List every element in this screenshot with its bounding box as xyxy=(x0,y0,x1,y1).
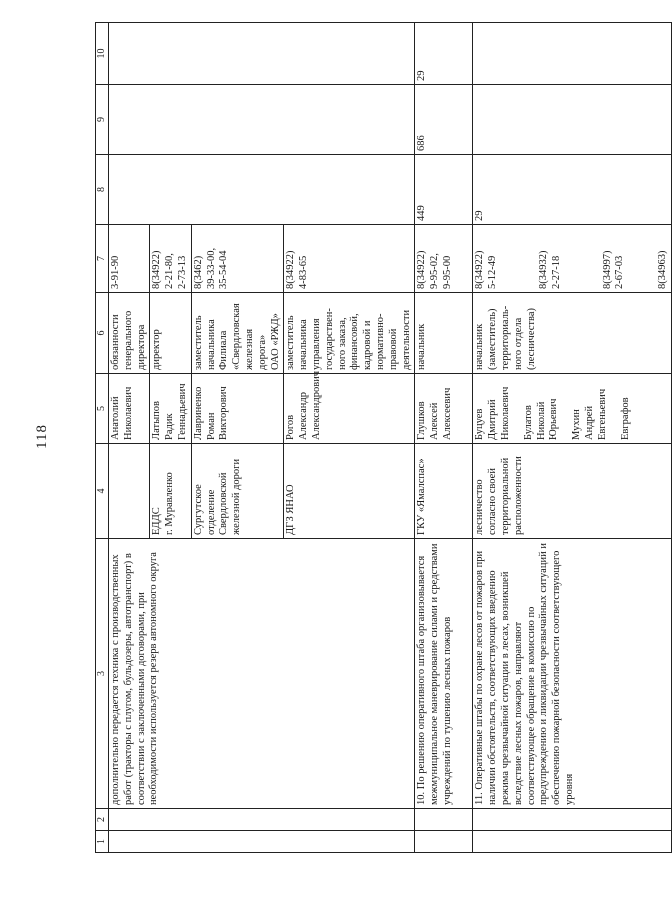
resource-table xyxy=(95,22,672,853)
cell-c2 xyxy=(109,809,415,831)
cell-c10 xyxy=(473,23,672,85)
col-number-1: 1 xyxy=(96,831,109,853)
cell-c8 xyxy=(109,155,415,225)
cell-c1 xyxy=(109,831,415,853)
person-name: Евграфов xyxy=(619,397,631,440)
col-number-8: 8 xyxy=(96,155,109,225)
cell-c2 xyxy=(415,809,473,831)
person-position: заместитель начальника управления государствен- ного заказа, финансовой, кадровой и нормативно- правовой деятельности xyxy=(284,293,415,374)
column-number-row xyxy=(96,23,109,853)
page-number: 118 xyxy=(34,424,50,449)
col-number-6: 6 xyxy=(96,293,109,374)
person-position: директор xyxy=(150,293,191,374)
person-position: заместитель начальника Филиала «Свердловская железная дорога» ОАО «РЖД» xyxy=(191,293,284,374)
person-name: Мухин Андрей Евгеньевич xyxy=(571,388,608,440)
measure-text: 11. Оперативные штабы по охране лесов от пожаров при наличии обстоятельств, соответствующих введению режима чрезвычайной ситуации в лесах, возникшей вследствие лесных пожаров, направляют соответствующее обращение в комиссию по предупреждению и ликвидации чрезвычайных ситуаций и обеспечению пожарной безопасности соответствующего уровня xyxy=(473,539,672,809)
person-name: Лавриненко Роман Викторович xyxy=(191,374,284,444)
cell-c8-value: 449 xyxy=(415,155,473,225)
organization-cell: Сургутское отделение Свердловской железной дороги xyxy=(191,444,284,539)
rotated-table-page xyxy=(95,23,669,853)
phone-number: 8(34922) 4-83-65 xyxy=(284,225,415,293)
organization-cell: ДГЗ ЯНАО xyxy=(284,444,415,539)
col-number-3: 3 xyxy=(96,539,109,809)
cell-c10 xyxy=(109,23,415,85)
person-name: Рогов Александр Александрович xyxy=(284,374,415,444)
phone-number: 8(34997) 2-67-03 xyxy=(601,250,626,289)
table-row xyxy=(109,23,150,853)
person-name: Латыпов Радик Геннадьевич xyxy=(150,374,191,444)
person-positions-cell xyxy=(473,293,672,374)
cell-c9 xyxy=(473,85,672,155)
organization-cell: лесничество согласно своей территориальной расположенности xyxy=(473,444,672,539)
person-position: начальник (заместитель) территориаль- ного отдела (лесничества) xyxy=(474,305,537,370)
cell-c10-value: 29 xyxy=(415,23,473,85)
person-name: Булатов Николай Юрьевич xyxy=(522,398,560,440)
person-name: Анатолий Николаевич xyxy=(109,374,150,444)
organization-cell xyxy=(109,444,150,539)
measure-text: 10. По решению оперативного штаба организовывается межмуниципальное маневрирование силами и средствами учреждений по тушению лесных пожаров xyxy=(415,539,473,809)
col-number-9: 9 xyxy=(96,85,109,155)
person-position: обязанности генерального директора xyxy=(109,293,150,374)
organization-cell: ГКУ «Ямалспас» xyxy=(415,444,473,539)
cell-c1 xyxy=(473,831,672,853)
phone-number: 8(3462) 39-33-00, 35-54-04 xyxy=(191,225,284,293)
phone-number: 8(34963) xyxy=(657,250,669,289)
phone-number: 3-91-90 xyxy=(109,225,150,293)
cell-c1 xyxy=(415,831,473,853)
col-number-7: 7 xyxy=(96,225,109,293)
person-names-cell xyxy=(473,374,672,444)
phone-number: 8(34932) 2-27-18 xyxy=(537,250,562,289)
cell-c2 xyxy=(473,809,672,831)
col-number-4: 4 xyxy=(96,444,109,539)
measure-text: дополнительно передается техника с производственных работ (тракторы с плугом, бульдозеры, автотранспорт) в соответствии с заключенными договорами, при необходимости используется резерв автономного округа xyxy=(109,539,415,809)
person-position: начальник xyxy=(415,293,473,374)
cell-c9-value: 686 xyxy=(415,85,473,155)
phone-number: 8(34922) 5-12-49 xyxy=(474,250,499,289)
table-row xyxy=(473,23,672,853)
col-number-10: 10 xyxy=(96,23,109,85)
col-number-5: 5 xyxy=(96,374,109,444)
phones-cell xyxy=(473,225,672,293)
organization-cell: ЕДДС г. Муравленко xyxy=(150,444,191,539)
table-row xyxy=(415,23,473,853)
col-number-2: 2 xyxy=(96,809,109,831)
phone-number: 8(34922) 2-21-80, 2-73-13 xyxy=(150,225,191,293)
person-name: Буцуев Дмитрий Николаевич xyxy=(474,386,511,440)
cell-c9 xyxy=(109,85,415,155)
phone-number: 8(34922) 9-95-02, 9-95-00 xyxy=(415,225,473,293)
cell-c8-value: 29 xyxy=(473,155,672,225)
person-name: Глушков Алексей Алексеевич xyxy=(415,374,473,444)
